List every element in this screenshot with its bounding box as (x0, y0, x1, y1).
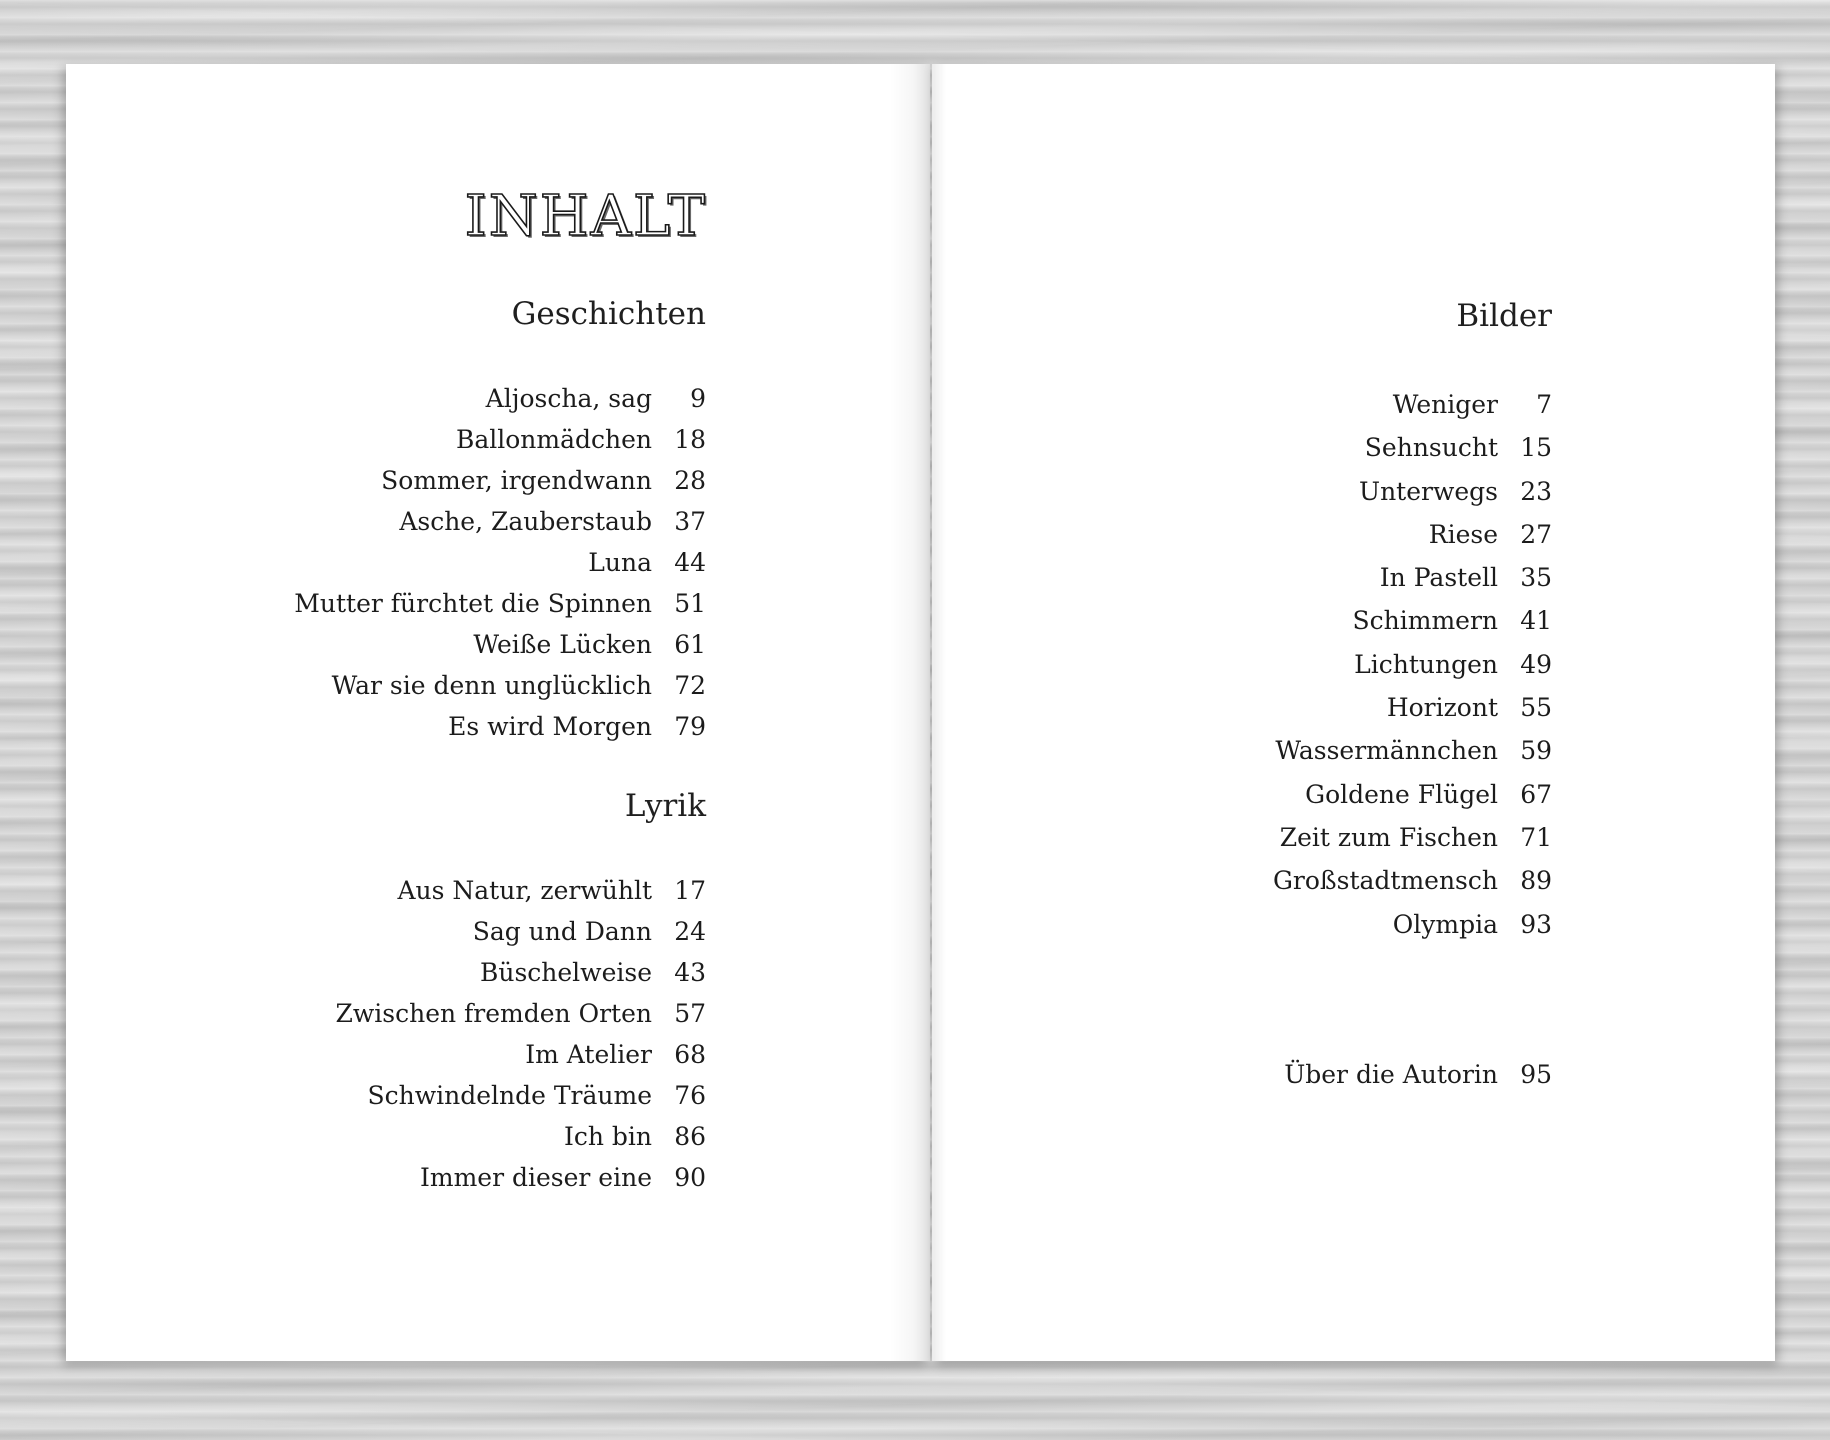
toc-entry-title: Wassermännchen (1275, 736, 1498, 766)
toc-entry-page: 27 (1520, 519, 1552, 549)
toc-entry[interactable] (166, 589, 706, 630)
toc-entry-title: Olympia (1392, 909, 1498, 939)
toc-entry-page: 24 (674, 917, 706, 946)
toc-entry-title: Zeit zum Fischen (1279, 822, 1498, 852)
toc-entry-page: 7 (1536, 390, 1552, 419)
toc-entry-title: Ballonmädchen (455, 425, 652, 454)
toc-entry[interactable] (166, 1122, 706, 1163)
toc-entry-page: 61 (674, 630, 706, 659)
left-page (66, 64, 930, 1361)
toc-entry-title: Schimmern (1352, 606, 1498, 636)
toc-entry[interactable] (992, 606, 1552, 649)
toc-entry[interactable] (166, 384, 706, 425)
toc-entry-page: 90 (674, 1163, 706, 1192)
toc-list-lyrik (166, 876, 706, 1204)
toc-entry-page: 41 (1520, 606, 1552, 636)
toc-entry-page: 17 (674, 876, 706, 905)
toc-entry-page: 95 (1520, 1060, 1552, 1089)
toc-entry[interactable] (166, 425, 706, 466)
toc-entry[interactable] (992, 910, 1552, 953)
page-title: INHALT (464, 184, 707, 249)
toc-entry[interactable] (166, 466, 706, 507)
toc-entry[interactable] (166, 1163, 706, 1204)
toc-entry-page: 51 (674, 589, 706, 618)
toc-entry-page: 86 (674, 1122, 706, 1151)
toc-entry-page: 76 (674, 1081, 706, 1110)
toc-entry-title: Schwindelnde Träume (367, 1081, 652, 1110)
toc-entry-title: Weiße Lücken (473, 630, 652, 659)
toc-entry-title: Büschelweise (479, 958, 652, 987)
toc-entry-page: 28 (674, 466, 706, 495)
toc-entry[interactable] (166, 1081, 706, 1122)
toc-entry[interactable] (992, 693, 1552, 736)
toc-entry-page: 59 (1520, 736, 1552, 766)
toc-entry[interactable] (992, 823, 1552, 866)
toc-entry[interactable] (166, 999, 706, 1040)
toc-entry-title: Aljoscha, sag (485, 384, 652, 413)
toc-entry[interactable] (166, 548, 706, 589)
toc-entry-title: Es wird Morgen (448, 712, 652, 741)
section-heading-lyrik: Lyrik (624, 788, 706, 824)
toc-entry[interactable] (992, 563, 1552, 606)
right-page (932, 64, 1775, 1361)
section-heading-geschichten: Geschichten (511, 296, 706, 332)
toc-entry[interactable] (166, 917, 706, 958)
toc-entry-ueber-die-autorin[interactable] (992, 1060, 1552, 1103)
toc-entry[interactable] (166, 1040, 706, 1081)
section-heading-bilder: Bilder (1456, 298, 1552, 334)
toc-entry[interactable] (992, 736, 1552, 779)
toc-entry-page: 15 (1520, 433, 1552, 463)
toc-entry[interactable] (166, 630, 706, 671)
toc-entry-title: Ich bin (563, 1122, 652, 1151)
toc-entry-page: 43 (674, 958, 706, 987)
toc-entry-page: 9 (690, 384, 706, 413)
toc-entry-page: 55 (1520, 693, 1552, 723)
toc-entry[interactable] (992, 390, 1552, 433)
toc-entry-title: Sehnsucht (1364, 433, 1498, 463)
toc-entry-title: Aus Natur, zerwühlt (397, 876, 652, 905)
toc-entry-title: Lichtungen (1354, 649, 1498, 679)
toc-entry-title: Luna (588, 548, 652, 577)
toc-entry-page: 23 (1520, 476, 1552, 506)
toc-entry-title: Horizont (1386, 693, 1498, 723)
toc-entry-page: 93 (1520, 909, 1552, 939)
toc-entry[interactable] (992, 520, 1552, 563)
toc-entry-page: 57 (674, 999, 706, 1028)
toc-entry-page: 79 (674, 712, 706, 741)
toc-entry-title: Immer dieser eine (420, 1163, 652, 1192)
toc-entry-title: Weniger (1392, 390, 1498, 419)
toc-entry-page: 68 (674, 1040, 706, 1069)
toc-entry[interactable] (166, 958, 706, 999)
toc-entry[interactable] (992, 650, 1552, 693)
toc-entry-page: 35 (1520, 563, 1552, 593)
toc-entry[interactable] (992, 477, 1552, 520)
toc-entry-page: 18 (674, 425, 706, 454)
toc-entry[interactable] (992, 433, 1552, 476)
toc-entry-title: Asche, Zauberstaub (399, 507, 652, 536)
toc-entry[interactable] (992, 866, 1552, 909)
toc-list-bilder (992, 390, 1552, 953)
toc-entry-page: 67 (1520, 779, 1552, 809)
toc-entry-page: 71 (1520, 822, 1552, 852)
toc-entry-title: Zwischen fremden Orten (335, 999, 652, 1028)
toc-entry-page: 49 (1520, 649, 1552, 679)
toc-entry-title: Goldene Flügel (1305, 779, 1498, 809)
toc-entry-page: 37 (674, 507, 706, 536)
toc-entry-title: Großstadtmensch (1272, 866, 1498, 896)
toc-entry-page: 72 (674, 671, 706, 700)
toc-entry-title: Mutter fürchtet die Spinnen (294, 589, 652, 618)
toc-entry-title: Sag und Dann (472, 917, 652, 946)
toc-entry-title: In Pastell (1379, 563, 1498, 593)
toc-entry-page: 89 (1520, 866, 1552, 896)
toc-entry-title: War sie denn unglücklich (331, 671, 652, 700)
toc-entry[interactable] (166, 876, 706, 917)
toc-entry[interactable] (992, 780, 1552, 823)
toc-entry-page: 44 (674, 548, 706, 577)
toc-entry-title: Riese (1428, 519, 1498, 549)
toc-list-extra (992, 1060, 1552, 1103)
toc-entry-title: Im Atelier (525, 1040, 652, 1069)
toc-entry[interactable] (166, 671, 706, 712)
toc-entry-title: Über die Autorin (1284, 1060, 1498, 1089)
toc-entry[interactable] (166, 712, 706, 753)
toc-list-geschichten (166, 384, 706, 753)
toc-entry[interactable] (166, 507, 706, 548)
toc-entry-title: Sommer, irgendwann (381, 466, 652, 495)
toc-entry-title: Unterwegs (1359, 476, 1498, 506)
